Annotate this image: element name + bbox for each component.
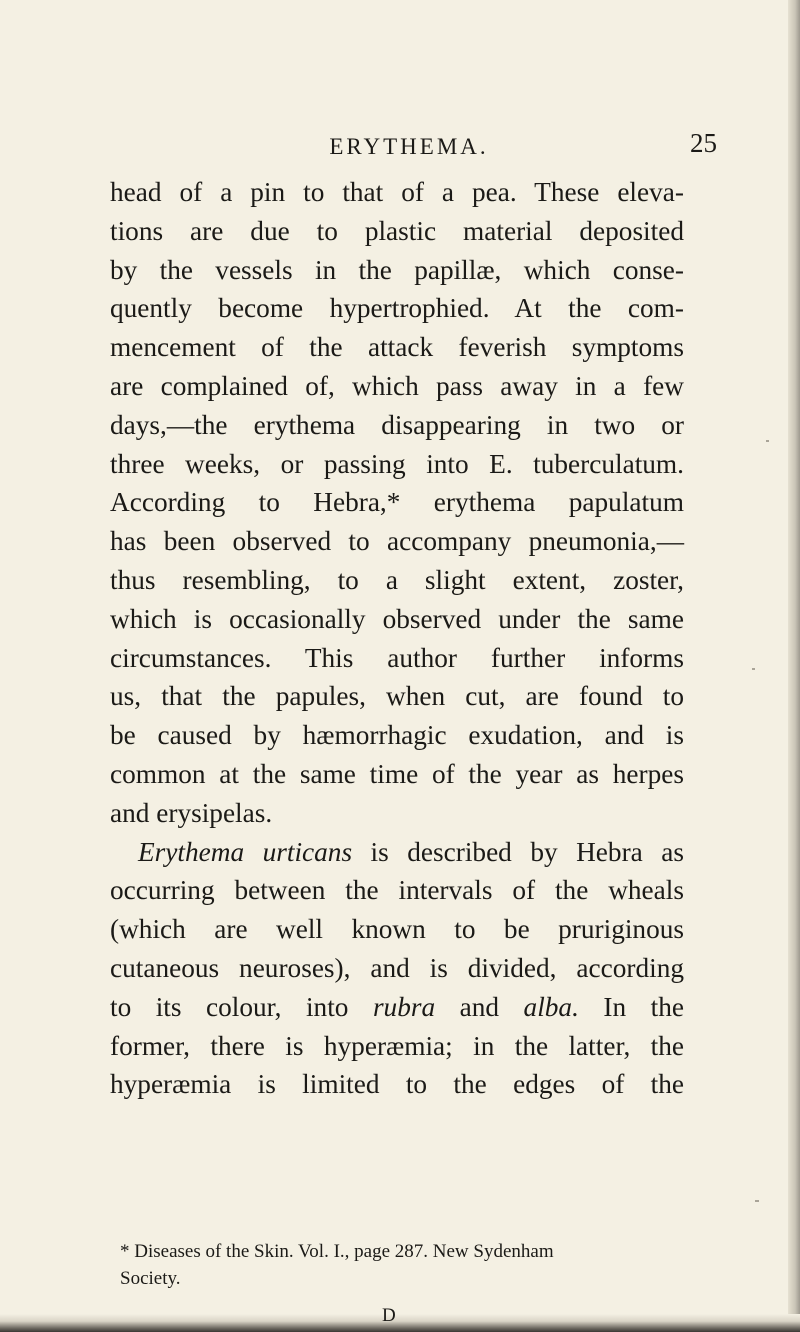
text-line: which is occasionally observed under the same: [110, 603, 684, 634]
page-edge-bottom: [0, 1314, 800, 1332]
italic-term: alba.: [523, 991, 579, 1022]
text-line: has been observed to accompany pneumonia,—: [110, 526, 684, 557]
text-line: tions are due to plastic material deposited: [110, 215, 684, 246]
page-edge-right: [788, 0, 800, 1332]
italic-term: rubra: [372, 991, 436, 1022]
text-line: mencement of the attack feverish symptoms: [110, 332, 684, 363]
text-fragment: In the: [578, 991, 684, 1022]
text-line: days,—the erythema disappearing in two or: [110, 409, 684, 440]
paper-speck: [766, 440, 769, 442]
paper-speck: [752, 668, 755, 670]
text-fragment: and: [435, 991, 524, 1022]
text-line: circumstances. This author further informs: [110, 642, 684, 673]
text-line: us, that the papules, when cut, are found to: [110, 681, 684, 712]
footnote: [120, 1238, 684, 1292]
paragraph-line: [110, 988, 684, 1027]
text-line: three weeks, or passing into E. tuberculatum.: [110, 448, 684, 479]
text-line: thus resembling, to a slight extent, zoster,: [110, 564, 684, 595]
body-text: [110, 173, 684, 1104]
italic-term: Erythema urticans: [138, 836, 353, 867]
text-line: former, there is hyperæmia; in the latter, the: [110, 1030, 684, 1061]
signature-mark: D: [382, 1305, 396, 1326]
text-fragment: is described by Hebra as: [352, 836, 684, 867]
text-line: by the vessels in the papillæ, which conse-: [110, 254, 684, 285]
text-fragment: to its colour, into: [110, 991, 373, 1022]
running-title: ERYTHEMA.: [329, 134, 489, 159]
paper-speck: [755, 1200, 759, 1202]
text-line: According to Hebra,* erythema papulatum: [110, 487, 684, 518]
footnote-line: * Diseases of the Skin. Vol. I., page 287. New Sydenham: [120, 1241, 554, 1262]
page-number: 25: [690, 128, 717, 158]
text-line: occurring between the intervals of the wheals: [110, 875, 684, 906]
text-line: are complained of, which pass away in a few: [110, 370, 684, 401]
text-line: be caused by hæmorrhagic exudation, and is: [110, 720, 684, 751]
text-line: (which are well known to be pruriginous: [110, 914, 684, 945]
text-line: quently become hypertrophied. At the com-: [110, 293, 684, 324]
text-line: common at the same time of the year as herpes: [110, 758, 684, 789]
paragraph-line: [110, 833, 684, 872]
text-line: head of a pin to that of a pea. These eleva-: [110, 177, 684, 207]
text-line: hyperæmia is limited to the edges of the: [110, 1069, 684, 1100]
footnote-line: Society.: [120, 1268, 181, 1289]
text-line: cutaneous neuroses), and is divided, according: [110, 952, 684, 983]
text-line: and erysipelas.: [110, 797, 273, 828]
